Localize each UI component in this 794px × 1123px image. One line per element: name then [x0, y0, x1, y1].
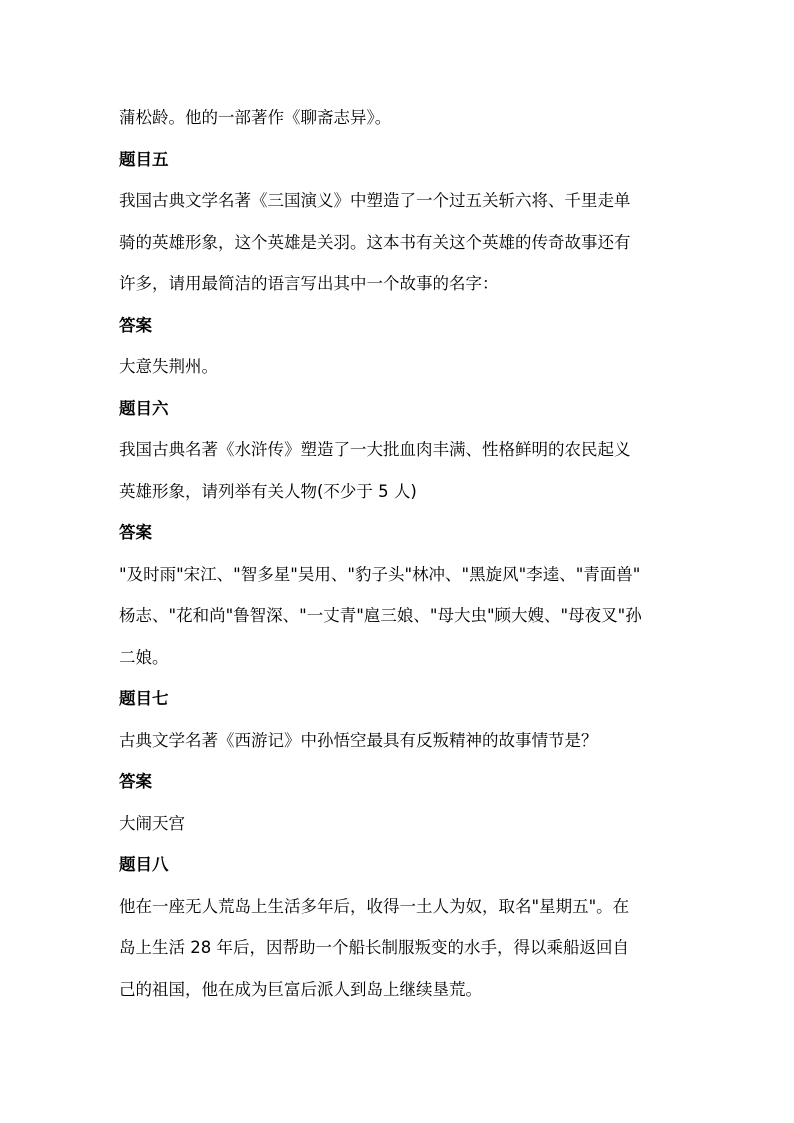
paragraph-line: 许多，请用最简洁的语言写出其中一个故事的名字：: [119, 274, 499, 293]
paragraph-line: 杨志、"花和尚"鲁智深、"一丈青"扈三娘、"母大虫"顾大嫂、"母夜叉"孙: [119, 606, 642, 625]
paragraph-line: 他在一座无人荒岛上生活多年后，收得一土人为奴，取名"星期五"。在: [119, 896, 630, 916]
question-heading: 题目七: [119, 689, 169, 708]
answer-heading: 答案: [119, 772, 152, 791]
paragraph-line: "及时雨"宋江、"智多星"吴用、"豹子头"林冲、"黑旋风"李逵、"青面兽": [119, 564, 641, 584]
paragraph-line: 二娘。: [119, 647, 169, 667]
answer-heading: 答案: [119, 315, 152, 335]
paragraph-line: 岛上生活 28 年后，因帮助一个船长制服叛变的水手，得以乘船返回自: [119, 938, 629, 957]
question-heading: 题目六: [119, 398, 169, 418]
paragraph-line: 我国古典文学名著《三国演义》中塑造了一个过五关斩六将、千里走单: [119, 191, 631, 210]
paragraph-line: 己的祖国，他在成为巨富后派人到岛上继续垦荒。: [119, 979, 482, 999]
answer-heading: 答案: [119, 523, 152, 542]
document-body: [119, 100, 679, 1007]
paragraph-line: 古典文学名著《西游记》中孙悟空最具有反叛精神的故事情节是？: [119, 730, 598, 750]
paragraph-line: 英雄形象，请列举有关人物(不少于 5 人): [119, 481, 417, 501]
question-heading: 题目五: [119, 149, 169, 169]
paragraph-line: 我国古典名著《水浒传》塑造了一大批血肉丰满、性格鲜明的农民起义: [119, 440, 631, 459]
paragraph-line: 大闹天宫: [119, 813, 185, 833]
paragraph-line: 大意失荆州。: [119, 357, 218, 376]
paragraph-line: 骑的英雄形象，这个英雄是关羽。这本书有关这个英雄的传奇故事还有: [119, 232, 631, 252]
paragraph-line: 蒲松龄。他的一部著作《聊斋志异》。: [119, 108, 392, 127]
question-heading: 题目八: [119, 855, 169, 874]
